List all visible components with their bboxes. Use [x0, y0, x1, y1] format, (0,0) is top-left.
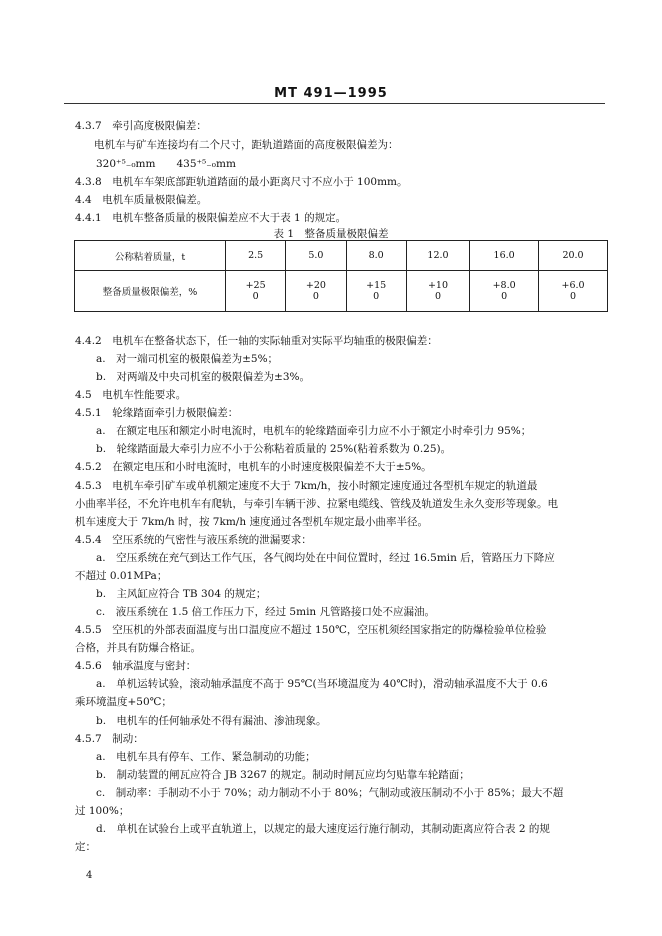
list-item: a. 在额定电压和额定小时电流时，电机车的轮缘踏面牵引力应不小于额定小时牵引力 95%；: [96, 425, 532, 437]
tolerance-values: 320⁺⁵₋₀mm 435⁺⁵₋₀mm: [96, 158, 236, 170]
table-cell: 8.0: [346, 241, 406, 271]
list-item: b. 制动装置的闸瓦应符合 JB 3267 的规定。制动时闸瓦应均匀贴靠车轮踏面；: [96, 769, 470, 781]
table-1: [74, 240, 608, 312]
clause-4-5-1: 4.5.1 轮缘踏面牵引力极限偏差：: [75, 407, 239, 419]
table-cell: 12.0: [406, 241, 469, 271]
deviation-lower: 0: [373, 291, 380, 302]
deviation-lower: 0: [434, 291, 441, 302]
deviation-upper: +25: [245, 280, 266, 291]
table-cell: [226, 271, 286, 312]
table-row-label: 整备质量极限偏差，%: [75, 271, 226, 312]
deviation-lower: 0: [252, 291, 259, 302]
clause-4-4-1: 4.4.1 电机车整备质量的极限偏差应不大于表 1 的规定。: [75, 212, 347, 224]
clause-4-5: 4.5 电机车性能要求。: [75, 389, 187, 401]
table-cell: 20.0: [539, 241, 608, 271]
table-cell: 16.0: [470, 241, 539, 271]
table-cell: [470, 271, 539, 312]
list-item: a. 电机车具有停车、工作、紧急制动的功能；: [96, 751, 316, 763]
table-cell: 5.0: [286, 241, 346, 271]
list-item: a. 对一端司机室的极限偏差为±5%；: [96, 353, 279, 365]
text-line: 过 100%；: [75, 805, 130, 817]
list-item: b. 主风缸应符合 TB 304 的规定；: [96, 588, 267, 600]
table-row-label: 公称粘着质量，t: [75, 241, 226, 271]
clause-4-3-7: 4.3.7 牵引高度极限偏差：: [75, 120, 207, 132]
table-cell: [406, 271, 469, 312]
deviation-lower: 0: [570, 291, 577, 302]
page-number: 4: [86, 870, 93, 881]
list-item: b. 对两端及中央司机室的极限偏差为±3%。: [96, 371, 311, 383]
text-line: 电机车与矿车连接均有二个尺寸，距轨道踏面的高度极限偏差为：: [94, 139, 399, 151]
standard-number: MT 491—1995: [274, 86, 388, 101]
text-line: 小曲率半径，不允许电机车有爬轨，与牵引车辆干涉、拉紧电缆线、管线及轨道发生永久变形等现象。电: [75, 498, 558, 510]
text-line: 合格，并具有防爆合格证。: [75, 642, 201, 654]
list-item: a. 单机运转试验，滚动轴承温度不高于 95℃(当环境温度为 40℃时)，滑动轴承温度不大于 0.6: [96, 678, 548, 690]
deviation-upper: +10: [427, 280, 449, 291]
deviation-upper: +6.0: [561, 280, 585, 291]
list-item: d. 单机在试验台上或平直轨道上，以规定的最大速度运行施行制动，其制动距离应符合表 2 的规: [96, 823, 550, 835]
deviation-upper: +8.0: [492, 280, 516, 291]
text-line: 机车速度大于 7km/h 时，按 7km/h 速度通过各型机车规定最小曲率半径。: [75, 516, 428, 528]
clause-4-5-4: 4.5.4 空压系统的气密性与液压系统的泄漏要求：: [75, 534, 312, 546]
text-line: 不超过 0.01MPa；: [75, 570, 168, 582]
clause-4-5-7: 4.5.7 制动：: [75, 733, 144, 745]
table-cell: [286, 271, 346, 312]
list-item: b. 电机车的任何轴承处不得有漏油、渗油现象。: [96, 715, 327, 727]
table-caption: 表 1 整备质量极限偏差: [273, 228, 389, 240]
text-line: 乘环境温度+50℃；: [75, 696, 172, 708]
clause-4-5-3: 4.5.3 电机车牵引矿车或单机额定速度不大于 7km/h，按小时额定速度通过各型机车规定的轨道最: [75, 480, 538, 492]
table-cell: [539, 271, 608, 312]
clause-4-5-6: 4.5.6 轴承温度与密封：: [75, 660, 197, 672]
deviation-lower: 0: [501, 291, 508, 302]
clause-4-5-5: 4.5.5 空压机的外部表面温度与出口温度应不超过 150℃，空压机须经国家指定的防爆检验单位检验: [75, 624, 547, 636]
header-rule: [64, 103, 605, 104]
clause-4-5-2: 4.5.2 在额定电压和小时电流时，电机车的小时速度极限偏差不大于±5%。: [75, 461, 432, 473]
list-item: b. 轮缘踏面最大牵引力应不小于公称粘着质量的 25%(粘着系数为 0.25)。: [96, 443, 452, 455]
list-item: a. 空压系统在充气到达工作气压，各气阀均处在中间位置时，经过 16.5min 后，管路压力下降应: [96, 552, 555, 564]
clause-4-4: 4.4 电机车质量极限偏差。: [75, 194, 208, 206]
clause-4-4-2: 4.4.2 电机车在整备状态下，任一轴的实际轴重对实际平均轴重的极限偏差：: [75, 335, 438, 347]
clause-4-3-8: 4.3.8 电机车车架底部距轨道踏面的最小距离尺寸不应小于 100mm。: [75, 176, 408, 188]
deviation-upper: +15: [366, 280, 387, 291]
table-cell: [346, 271, 406, 312]
deviation-lower: 0: [312, 291, 319, 302]
deviation-upper: +20: [305, 280, 326, 291]
list-item: c. 制动率：手制动不小于 70%；动力制动不小于 80%；气制动或液压制动不小于 85%；最大不超: [96, 787, 564, 799]
text-line: 定：: [75, 841, 96, 853]
list-item: c. 液压系统在 1.5 倍工作压力下，经过 5min 凡管路接口处不应漏油。: [96, 606, 436, 618]
table-cell: 2.5: [226, 241, 286, 271]
